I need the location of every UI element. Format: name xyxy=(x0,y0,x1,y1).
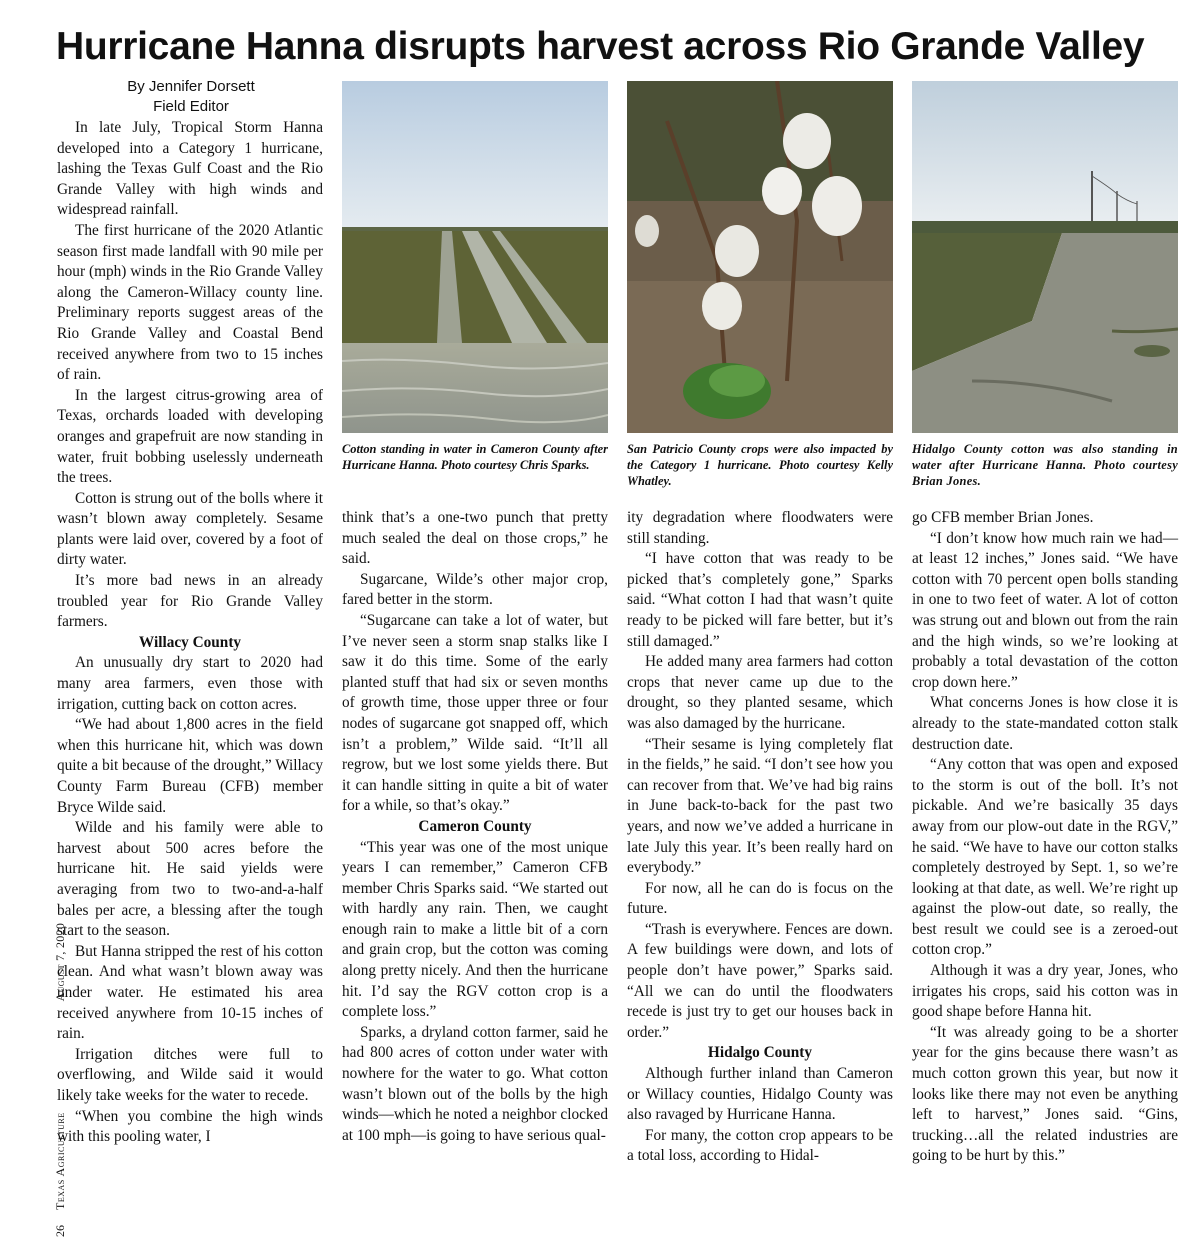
paragraph: In late July, Tropical Storm Hanna developed into a Category 1 hurricane, lashing the Texas Gulf Coast and the Rio Grande Valley with high winds and widespread rainfall. xyxy=(57,119,323,219)
page-folio xyxy=(53,923,68,1237)
paragraph: ity degradation where floodwaters were still standing. xyxy=(627,509,893,547)
paragraph: For many, the cotton crop appears to be a total loss, according to Hidal- xyxy=(627,1126,893,1165)
paragraph: Sparks, a dryland cotton farmer, said he had 800 acres of cotton under water with nowhere for the water to go. What cotton wasn’t blown out of the bolls by the high winds—which he noted a neighbor clocked at 100 mph—is going to have serious qual- xyxy=(342,1023,608,1144)
subhead-cameron-county: Cameron County xyxy=(418,817,532,835)
paragraph: “Any cotton that was open and exposed to the storm is out of the boll. It’s not pickable. And we’re basically 35 days away from our plow-out date in the RGV,” he said. “We have to have our cotton stalks completely destroyed by Sept. 1, so we’re looking at that date, as well. We’re right up against the plow-out date, so really, the best result we could see is a zeroed-out cotton crop.” xyxy=(912,756,1178,959)
paragraph: think that’s a one-two punch that pretty much sealed the deal on those crops,” he said. xyxy=(342,509,608,568)
paragraph: The first hurricane of the 2020 Atlantic season first made landfall with 90 mile per hour (mph) winds in the Rio Grande Valley along the Cameron-Willacy county line. Preliminary reports suggest areas of the Rio Grande Valley and Coastal Bend received anywhere from two to 15 inches of rain. xyxy=(57,221,323,384)
article-column-4 xyxy=(912,508,1178,1167)
publication-name: Texas Agriculture xyxy=(53,1112,67,1210)
paragraph: He added many area farmers had cotton crops that never came up due to the drought, so they planted sesame, which was also damaged by the hurricane. xyxy=(627,653,893,732)
byline-role: Field Editor xyxy=(153,98,229,115)
paragraph: In the largest citrus-growing area of Texas, orchards loaded with developing oranges and grapefruit are now standing in water, fruit bobbing uselessly underneath the trees. xyxy=(57,386,323,487)
paragraph: “I don’t know how much rain we had—at least 12 inches,” Jones said. “We have cotton with 70 percent open bolls standing in one to two feet of water. A lot of cotton was strung out and blown out from the rain and the high winds, so we’re looking at probably a total devastation of the cotton crop down here.” xyxy=(912,529,1178,691)
photo-caption-2: San Patricio County crops were also impacted by the Category 1 hurricane. Photo courtesy Kelly Whatley. xyxy=(627,442,893,488)
byline xyxy=(58,77,324,117)
paragraph: Although it was a dry year, Jones, who irrigates his crops, said his cotton was in good shape before Hanna hit. xyxy=(912,962,1178,1021)
paragraph: Wilde and his family were able to harvest about 500 acres before the hurricane hit. He said yields were averaging from two to two-and-a-half bales per acre, a blessing after the tough start to the season. xyxy=(57,819,323,940)
article-column-1 xyxy=(57,118,323,1148)
article-column-3 xyxy=(627,508,893,1167)
paragraph: “It was already going to be a shorter year for the gins because there wasn’t as much cotton grown this year, but now it looks like there may not even be anything left to harvest,” Jones said. “Gins, trucking…all the related industries are going to be hurt by this.” xyxy=(912,1023,1178,1165)
subhead-willacy-county: Willacy County xyxy=(138,633,242,651)
paragraph: For now, all he can do is focus on the future. xyxy=(627,879,893,918)
page-number: 26 xyxy=(53,1225,67,1237)
photo-caption-1: Cotton standing in water in Cameron County after Hurricane Hanna. Photo courtesy Chris Sparks. xyxy=(342,442,608,472)
paragraph: “I have cotton that was ready to be picked that’s completely gone,” Sparks said. “What cotton I had that wasn’t quite ready to be picked will fare better, but it’s still damaged.” xyxy=(627,550,893,650)
photo-caption-3: Hidalgo County cotton was also standing in water after Hurricane Hanna. Photo courtesy Brian Jones. xyxy=(912,442,1178,488)
paragraph: An unusually dry start to 2020 had many area farmers, even those with irrigation, cutting back on cotton acres. xyxy=(57,654,323,713)
paragraph: “We had about 1,800 acres in the field when this hurricane hit, which was down quite a bit because of the drought,” Willacy County Farm Bureau (CFB) member Bryce Wilde said. xyxy=(57,716,323,816)
article-column-2 xyxy=(342,508,608,1146)
paragraph: It’s more bad news in an already troubled year for Rio Grande Valley farmers. xyxy=(57,572,323,631)
paragraph: “Sugarcane can take a lot of water, but I’ve never seen a storm snap stalks like I saw it do this time. Some of the early planted stuff that had six or seven months of growth time, those upper three or four nodes of sugarcane got snapped off, which isn’t a problem,” Wilde said. “It’ll all regrow, but we lost some yields there. But it can handle sitting in quite a bit of water for a while, so that’s okay.” xyxy=(342,611,608,815)
flooded-cotton-field-photo xyxy=(342,81,608,433)
paragraph: go CFB member Brian Jones. xyxy=(912,509,1094,526)
subhead-hidalgo-county: Hidalgo County xyxy=(707,1044,813,1062)
paragraph: But Hanna stripped the rest of his cotton clean. And what wasn’t blown away was under water. He estimated his area received anywhere from 10-15 inches of rain. xyxy=(57,942,323,1043)
paragraph: Cotton is strung out of the bolls where it wasn’t blown away completely. Sesame plants were laid over, covered by a foot of dirty water. xyxy=(57,489,323,569)
paragraph: “When you combine the high winds with this pooling water, I xyxy=(57,1107,323,1146)
paragraph: Sugarcane, Wilde’s other major crop, fared better in the storm. xyxy=(342,570,608,609)
headline: Hurricane Hanna disrupts harvest across Rio Grande Valley xyxy=(56,25,1145,68)
flooded-field-power-lines-photo xyxy=(912,81,1178,433)
paragraph: “Their sesame is lying completely flat in the fields,” he said. “I don’t see how you can recover from that. We’ve had big rains in June back-to-back for the past two years, and now we’ve added a hurricane in late July this year. It’s been really hard on everybody.” xyxy=(627,735,893,877)
byline-author: By Jennifer Dorsett xyxy=(127,78,255,95)
paragraph: “This year was one of the most unique years I can remember,” Cameron CFB member Chris Sparks said. “We started out with hardly any rain. Then, we caught enough rain to make a little bit of a corn and grain crop, but the cotton was coming along pretty nicely. And then the hurricane hit. I’d say the RGV cotton crop is a complete loss.” xyxy=(342,838,608,1021)
paragraph: Irrigation ditches were full to overflowing, and Wilde said it would likely take weeks for the water to recede. xyxy=(57,1045,323,1104)
paragraph: What concerns Jones is how close it is already to the state-mandated cotton stalk destruction date. xyxy=(912,694,1178,753)
cotton-bolls-closeup-photo xyxy=(627,81,893,433)
paragraph: Although further inland than Cameron or Willacy counties, Hidalgo County was also ravaged by Hurricane Hanna. xyxy=(627,1065,893,1124)
issue-date: August 7, 2020 xyxy=(53,922,67,1002)
paragraph: “Trash is everywhere. Fences are down. A few buildings were down, and lots of people don’t have power,” Sparks said. “All we can do until the floodwaters recede is just try to get our houses back in order.” xyxy=(627,920,893,1041)
